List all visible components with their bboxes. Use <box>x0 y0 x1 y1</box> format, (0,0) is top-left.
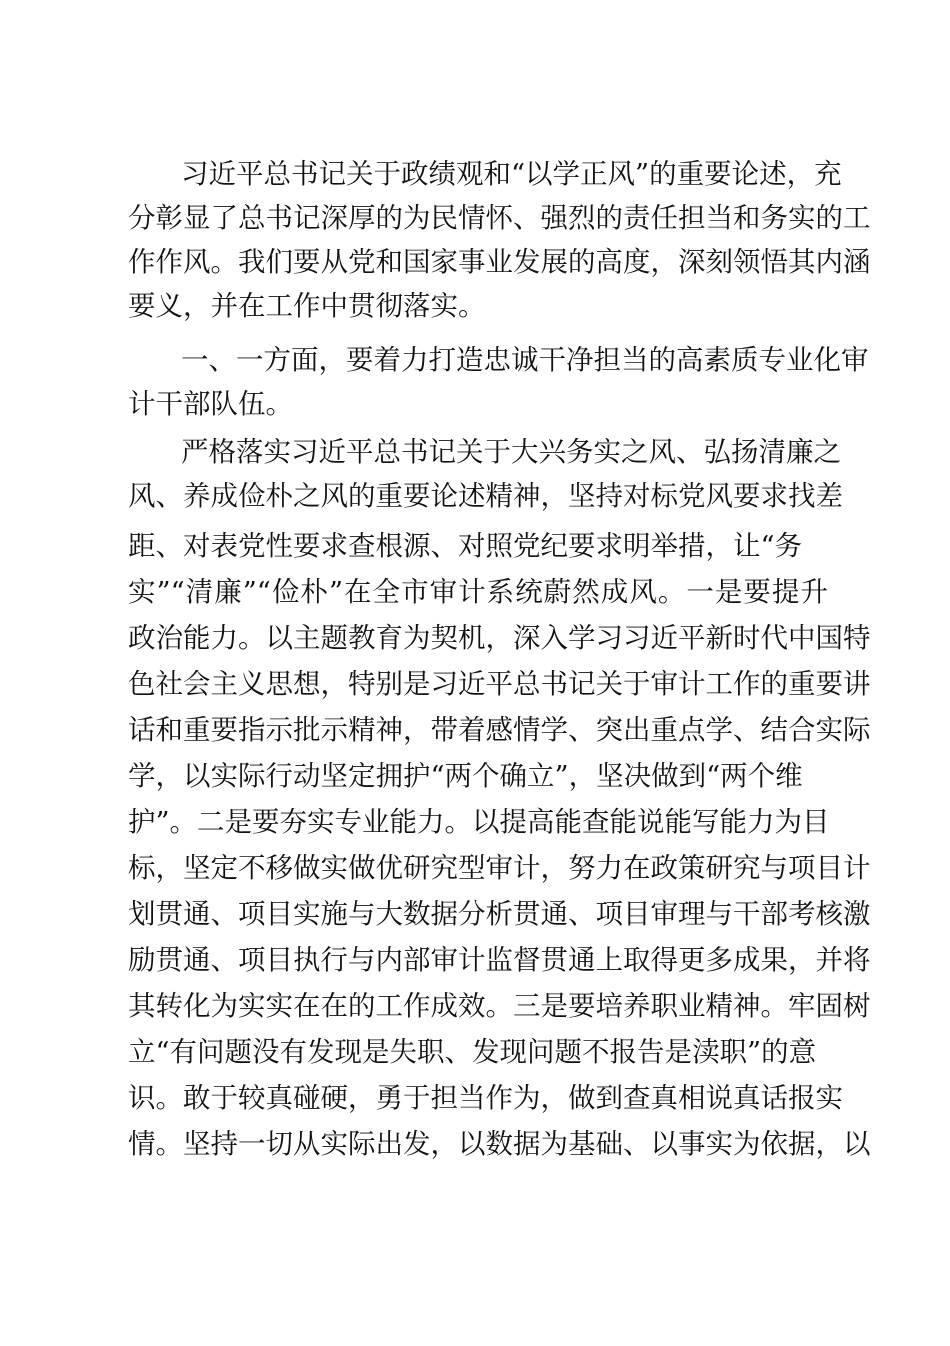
paragraph-2-line-2: 风、养成俭朴之风的重要论述精神，坚持对标党风要求找差 <box>128 480 843 512</box>
paragraph-2-line-14: 立“有问题没有发现是失职、发现问题不报告是渎职”的意 <box>128 1036 817 1068</box>
paragraph-2-line-12: 励贯通、项目执行与内部审计监督贯通上取得更多成果，并将 <box>128 944 871 976</box>
paragraph-2-line-4: 实”“清廉”“俭朴”在全市审计系统蔚然成风。一是要提升 <box>128 576 828 608</box>
paragraph-1-line-3: 作作风。我们要从党和国家事业发展的高度，深刻领悟其内涵 <box>128 246 871 278</box>
paragraph-2-line-9: 护”。二是要夯实专业能力。以提高能查能说能写能力为目 <box>128 806 830 838</box>
paragraph-2-line-5: 政治能力。以主题教育为契机，深入学习习近平新时代中国特 <box>128 622 871 654</box>
section-heading-line-1: 一、一方面，要着力打造忠诚干净担当的高素质专业化审 <box>181 344 869 376</box>
paragraph-2-line-15: 识。敢于较真碰硬，勇于担当作为，做到查真相说真话报实 <box>128 1082 843 1114</box>
paragraph-2-line-11: 划贯通、项目实施与大数据分析贯通、项目审理与干部考核激 <box>128 898 871 930</box>
paragraph-1-line-1: 习近平总书记关于政绩观和“以学正风”的重要论述，充 <box>181 158 842 190</box>
paragraph-2-line-3: 距、对表党性要求查根源、对照党纪要求明举措，让“务 <box>128 530 803 562</box>
paragraph-2-line-10: 标，坚定不移做实做优研究型审计，努力在政策研究与项目计 <box>128 852 871 884</box>
paragraph-2-line-1: 严格落实习近平总书记关于大兴务实之风、弘扬清廉之 <box>181 436 841 468</box>
paragraph-2-line-13: 其转化为实实在在的工作成效。三是要培养职业精神。牢固树 <box>128 990 871 1022</box>
paragraph-1-line-2: 分彰显了总书记深厚的为民情怀、强烈的责任担当和务实的工 <box>128 202 871 234</box>
paragraph-2-line-6: 色社会主义思想，特别是习近平总书记关于审计工作的重要讲 <box>128 668 871 700</box>
paragraph-2-line-16: 情。坚持一切从实际出发，以数据为基础、以事实为依据，以 <box>128 1128 871 1160</box>
paragraph-2-line-8: 学，以实际行动坚定拥护“两个确立”，坚决做到“两个维 <box>128 760 803 792</box>
section-heading-line-2: 计干部队伍。 <box>128 388 293 420</box>
paragraph-2-line-7: 话和重要指示批示精神，带着感情学、突出重点学、结合实际 <box>128 714 871 746</box>
paragraph-1-line-4: 要义，并在工作中贯彻落实。 <box>128 290 486 322</box>
